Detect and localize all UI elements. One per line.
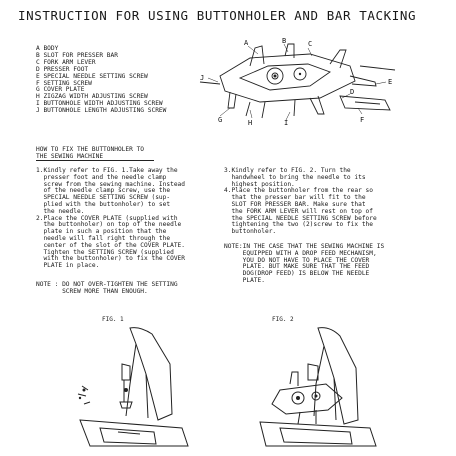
left-line: with the buttonholer) to fix the COVER — [36, 255, 186, 263]
left-line: screw from the sewing machine. Instead — [36, 180, 186, 188]
part-j: J BUTTONHOLE LENGTH ADJUSTING SCREW — [36, 107, 167, 115]
left-line: the needle. — [36, 207, 85, 215]
left-line: PLATE in place. — [36, 262, 100, 270]
section-title-line-1: HOW TO FIX THE BUTTONHOLER TO — [36, 146, 145, 153]
part-e: E SPECIAL NEEDLE SETTING SCREW — [36, 72, 148, 80]
left-line: 2.Place the COVER PLATE (supplied with — [36, 214, 178, 222]
label-d: D — [350, 88, 355, 96]
label-b: B — [282, 37, 287, 45]
label-a: A — [244, 39, 249, 47]
part-i: I BUTTONHOLE WIDTH ADJUSTING SCREW — [36, 100, 163, 108]
left-line: Tighten the SETTING SCREW (supplied — [36, 248, 174, 256]
left-line: of the needle clamp screw, use the — [36, 187, 171, 195]
right-note-line: YOU DO NOT HAVE TO PLACE THE COVER — [224, 256, 370, 264]
left-note-line: NOTE : DO NOT OVER-TIGHTEN THE SETTING — [36, 281, 178, 288]
label-c: C — [308, 40, 313, 48]
label-h: H — [248, 119, 253, 126]
fig2-illustration — [230, 324, 390, 452]
left-line: plate in such a position that the — [36, 228, 167, 236]
right-note-line: DOG(DROP FEED) IS BELOW THE NEEDLE — [224, 270, 370, 278]
label-e: E — [388, 78, 393, 86]
fig1-illustration — [60, 324, 200, 452]
label-g: G — [218, 116, 223, 124]
left-note — [36, 282, 178, 296]
right-note-line: NOTE:IN THE CASE THAT THE SEWING MACHINE IS — [224, 243, 385, 250]
fig1-label: FIG. 1 — [102, 316, 124, 323]
right-line: the FORK ARM LEVER will rest on top of — [224, 207, 374, 215]
part-a: A BODY — [36, 45, 59, 52]
part-g: G COVER PLATE — [36, 86, 85, 94]
right-line: SLOT FOR PRESSER BAR. Make sure that — [224, 200, 366, 208]
section-title-line-2: THE SEWING MACHINE — [36, 153, 104, 160]
left-line: the buttonholer) on top of the needle — [36, 221, 182, 229]
left-note-line: SCREW MORE THAN ENOUGH. — [36, 287, 148, 295]
right-line: 3.Kindly refer to FIG. 2. Turn the — [224, 167, 351, 174]
part-h: H ZIGZAG WIDTH ADJUSTING SCREW — [36, 93, 148, 101]
part-b: B SLOT FOR PRESSER BAR — [36, 51, 118, 59]
right-line: the SPECIAL NEEDLE SETTING SCREW before — [224, 214, 377, 222]
right-line: that the presser bar will fit to the — [224, 194, 366, 202]
right-line: 4.Place the buttonholer from the rear so — [224, 187, 374, 195]
left-line: plied with the buttonholer) to set — [36, 200, 171, 208]
left-line: presser foot and the needle clamp — [36, 173, 167, 181]
label-f: F — [360, 116, 365, 124]
section-heading — [36, 146, 154, 161]
part-f: F SETTING SCREW — [36, 79, 92, 87]
right-line: handwheel to bring the needle to its — [224, 173, 366, 181]
label-i: I — [284, 119, 289, 126]
parts-list — [36, 46, 166, 115]
left-line: needle will fall right through the — [36, 234, 171, 242]
right-note-line: PLATE. — [224, 276, 265, 284]
right-note-line: PLATE. BUT MAKE SURE THAT THE FEED — [224, 263, 370, 271]
left-line: 1.Kindly refer to FIG. 1.Take away the — [36, 167, 178, 174]
right-line: highest position. — [224, 180, 295, 188]
right-line: tightening the two (2)screw to fix the — [224, 221, 374, 229]
section-heading-underline — [36, 160, 154, 161]
right-note-line: EQUIPPED WITH A DROP FEED MECHANISM, — [224, 249, 377, 257]
label-j: J — [200, 74, 205, 82]
fig2-label: FIG. 2 — [272, 316, 294, 323]
part-c: C FORK ARM LEVER — [36, 58, 96, 66]
page-title: INSTRUCTION FOR USING BUTTONHOLER AND BAR TACKING — [18, 8, 417, 23]
buttonholer-diagram — [190, 36, 410, 126]
right-note — [224, 244, 384, 285]
left-column — [36, 168, 185, 270]
left-line: SPECIAL NEEDLE SETTING SCREW (sup- — [36, 194, 171, 202]
right-column — [224, 168, 377, 236]
part-d: D PRESSER FOOT — [36, 65, 89, 73]
left-line: center of the slot of the COVER PLATE. — [36, 241, 186, 249]
right-line: buttonholer. — [224, 228, 277, 236]
